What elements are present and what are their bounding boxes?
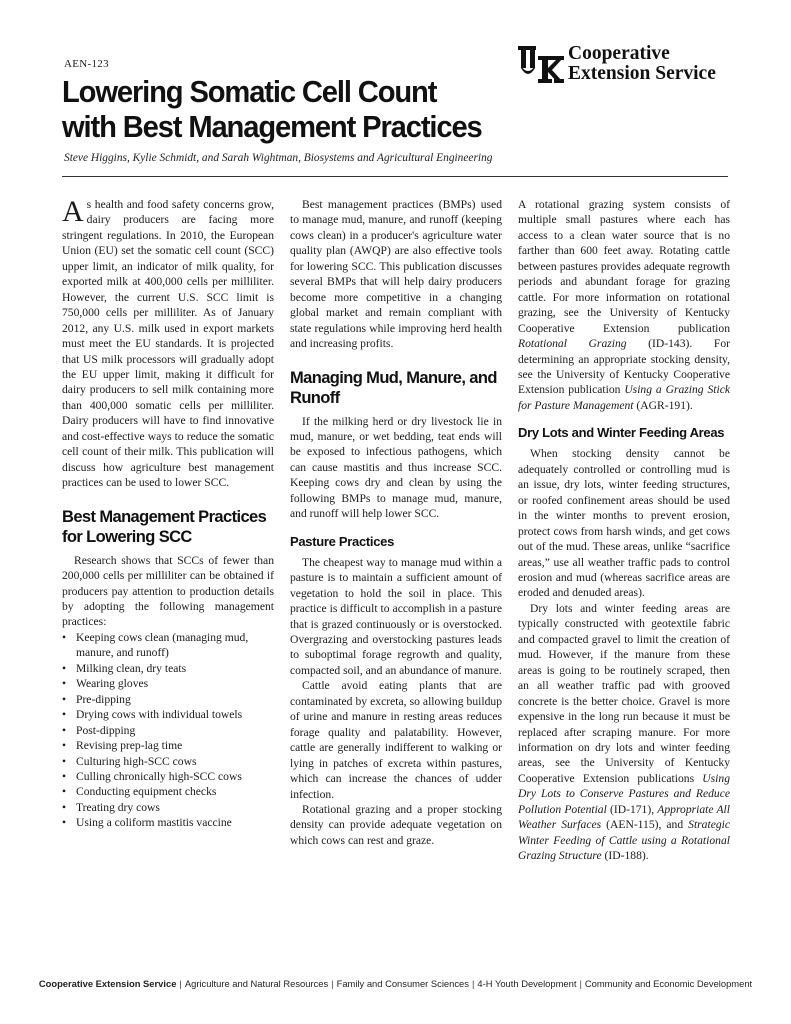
list-item: • Culturing high-SCC cows: [62, 754, 274, 769]
list-item: • Revising prep-lag time: [62, 738, 274, 753]
paragraph-text: (AEN-115), and: [601, 818, 689, 832]
publication-title: Appropriate All Weather Surfaces: [518, 802, 730, 832]
title-line-2: with Best Management Practices: [62, 109, 482, 144]
publication-number: AEN-123: [64, 58, 109, 70]
pasture-heading: Pasture Practices: [290, 533, 395, 549]
pasture-paragraph-3: Rotational grazing and a proper stocking density can provide adequate vegetation on which cows can rest and graze.: [290, 802, 502, 847]
drop-cap: A: [62, 195, 84, 228]
bmp-awqp-paragraph: Best management practices (BMPs) used to manage mud, manure, and runoff (keeping cows clean) in a producer's agriculture water quality plan (AWQP) are also effective tools for lowering SCC. This publication discusses several BMPs that will help dairy producers become more competitive in a changing global market and remain compliant with state regulations while improving herd health and increasing profits.: [290, 198, 502, 351]
pasture-paragraph-2: Cattle avoid eating plants that are contaminated by excreta, so allowing buildup of urine and manure in resting areas reduces forage quality and palatability. However, cattle are generally indifferent to walking or lying in patches of excreta within pastures, which can increase the chances of udder infection.: [290, 679, 502, 801]
paragraph-text: (ID-143). For determining an appropriate stocking density, see the University of Kentucky Cooperative Extension publication: [518, 337, 731, 397]
list-item: • Conducting equipment checks: [62, 784, 274, 799]
drylot-paragraph-2: [518, 601, 730, 864]
paragraph-text: (ID-171),: [606, 802, 658, 816]
footer-program: Agriculture and Natural Resources: [184, 978, 329, 989]
uk-logo-icon: [518, 44, 564, 84]
drylot-heading: Dry Lots and Winter Feeding Areas: [518, 425, 725, 441]
title-line-1: Lowering Somatic Cell Count: [62, 74, 437, 109]
list-item: • Culling chronically high-SCC cows: [62, 769, 274, 784]
footer-separator: |: [179, 978, 182, 989]
list-item: • Pre-dipping: [62, 692, 274, 707]
drylot-paragraph-1: When stocking density cannot be adequately controlled or controlling mud is an issue, dry lots, winter feeding structures, or roofed confinement areas should be used in the winter months to prevent erosion, protect cows from harsh winds, and get cows out of the mud. These areas, unlike “sacrifice areas,” use all weather traffic pads to control erosion and mud (whereas sacrifice areas are eroded and denuded areas).: [518, 447, 730, 600]
list-item: • Keeping cows clean (managing mud, manure, and runoff): [62, 630, 274, 661]
mud-paragraph: If the milking herd or dry livestock lie in mud, manure, or wet bedding, teat ends will be exposed to infectious pathogens, which can cause mastitis and thus increase SCC. Keeping cows dry and clean by using the following BMPs to manage mud, manure, and runoff will help lower SCC.: [290, 414, 502, 521]
footer-program: Community and Economic Development: [584, 978, 753, 989]
publication-title: Strategic Winter Feeding of Cattle using a Rotational Grazing Structure: [518, 818, 730, 863]
logo-line-2: Extension Service: [568, 63, 716, 84]
footer-brand: Cooperative Extension Service: [38, 978, 177, 989]
intro-paragraph: [62, 197, 274, 491]
bmp-intro: Research shows that SCCs of fewer than 200,000 cells per milliliter can be obtained if producers pay attention to production details by adopting the following management practices:: [62, 553, 274, 629]
bmp-list: [62, 630, 274, 831]
publication-title: Using a Grazing Stick for Pasture Management: [518, 383, 731, 412]
column-2: [290, 197, 502, 848]
list-item: • Post-dipping: [62, 723, 274, 738]
footer-separator: |: [579, 978, 582, 989]
mud-heading: Managing Mud, Manure, and Runoff: [290, 368, 497, 407]
rotational-grazing-paragraph: [518, 197, 730, 413]
header-divider: [62, 176, 728, 177]
intro-text: s health and food safety concerns grow, dairy producers are facing more stringent regulations. In 2010, the European Union (EU) set the somatic cell count (SCC) upper limit, an indicator of milk quality, for exported milk at 400,000 cells per milliliter. However, the current U.S. SCC limit is 750,000 cells per milliliter. As of January 2012, any U.S. milk used in export markets must meet the EU standards. It is projected that US milk processors will gradually adopt the EU upper limit, making it difficult for dairy producers to sell milk containing more than 400,000 somatic cells per milliliter. Dairy producers will have to find innovative and cost-effective ways to reduce the somatic cell count of their milk. This publication will discuss how agriculture best management practices can be used to lower SCC.: [62, 198, 274, 490]
list-item: • Treating dry cows: [62, 800, 274, 815]
footer-bar: [0, 978, 791, 989]
logo-line-1: Cooperative: [568, 43, 670, 64]
list-item: • Drying cows with individual towels: [62, 707, 274, 722]
paragraph-text: A rotational grazing system consists of multiple small pastures where each has access to a clean water source that is no farther than 600 feet away. Rotating cattle between pastures provides adequate regrowth periods and abundant forage for grazing cattle. For more information on rotational grazing, see the University of Kentucky Cooperative Extension publication: [518, 198, 730, 335]
footer-program: 4-H Youth Development: [477, 978, 577, 989]
list-item: • Using a coliform mastitis vaccine: [62, 815, 274, 830]
authors-line: Steve Higgins, Kylie Schmidt, and Sarah Wightman, Biosystems and Agricultural Engineering: [64, 152, 493, 164]
list-item: • Milking clean, dry teats: [62, 661, 274, 676]
page-title: [62, 74, 513, 144]
uk-extension-logo: [518, 44, 733, 86]
footer-separator: |: [471, 978, 475, 989]
publication-title: Rotational Grazing: [518, 337, 627, 351]
paragraph-text: (AGR-191).: [633, 398, 693, 412]
footer-program: Family and Consumer Sciences: [336, 978, 469, 989]
paragraph-text: (ID-188).: [601, 849, 649, 863]
list-item: • Wearing gloves: [62, 676, 274, 691]
paragraph-text: Dry lots and winter feeding areas are typically constructed with geotextile fabric and compacted gravel to limit the creation of mud. However, if the manure from these areas is going to be routinely scraped, then an all weather traffic pad with grooved concrete is the better choice. Gravel is more expensive in the long run because it must be replaced after scraping manure. For more information on dry lots and winter feeding areas, see the University of Kentucky Cooperative Extension publications: [518, 601, 730, 785]
bmp-heading: Best Management Practices for Lowering SCC: [62, 507, 267, 546]
column-3: [518, 197, 730, 864]
column-1: [62, 197, 274, 831]
footer-separator: |: [331, 978, 334, 989]
pasture-paragraph-1: The cheapest way to manage mud within a pasture is to maintain a sufficient amount of vegetation to hold the soil in place. This practice is difficult to accomplish in a pasture that is grazed continuously or is overstocked. Overgrazing and overstocking pastures leads to suboptimal forage regrowth and quality, compacted soil, and an abundance of manure.: [290, 555, 502, 677]
publication-title: Using Dry Lots to Conserve Pastures and Reduce Pollution Potential: [518, 771, 730, 816]
